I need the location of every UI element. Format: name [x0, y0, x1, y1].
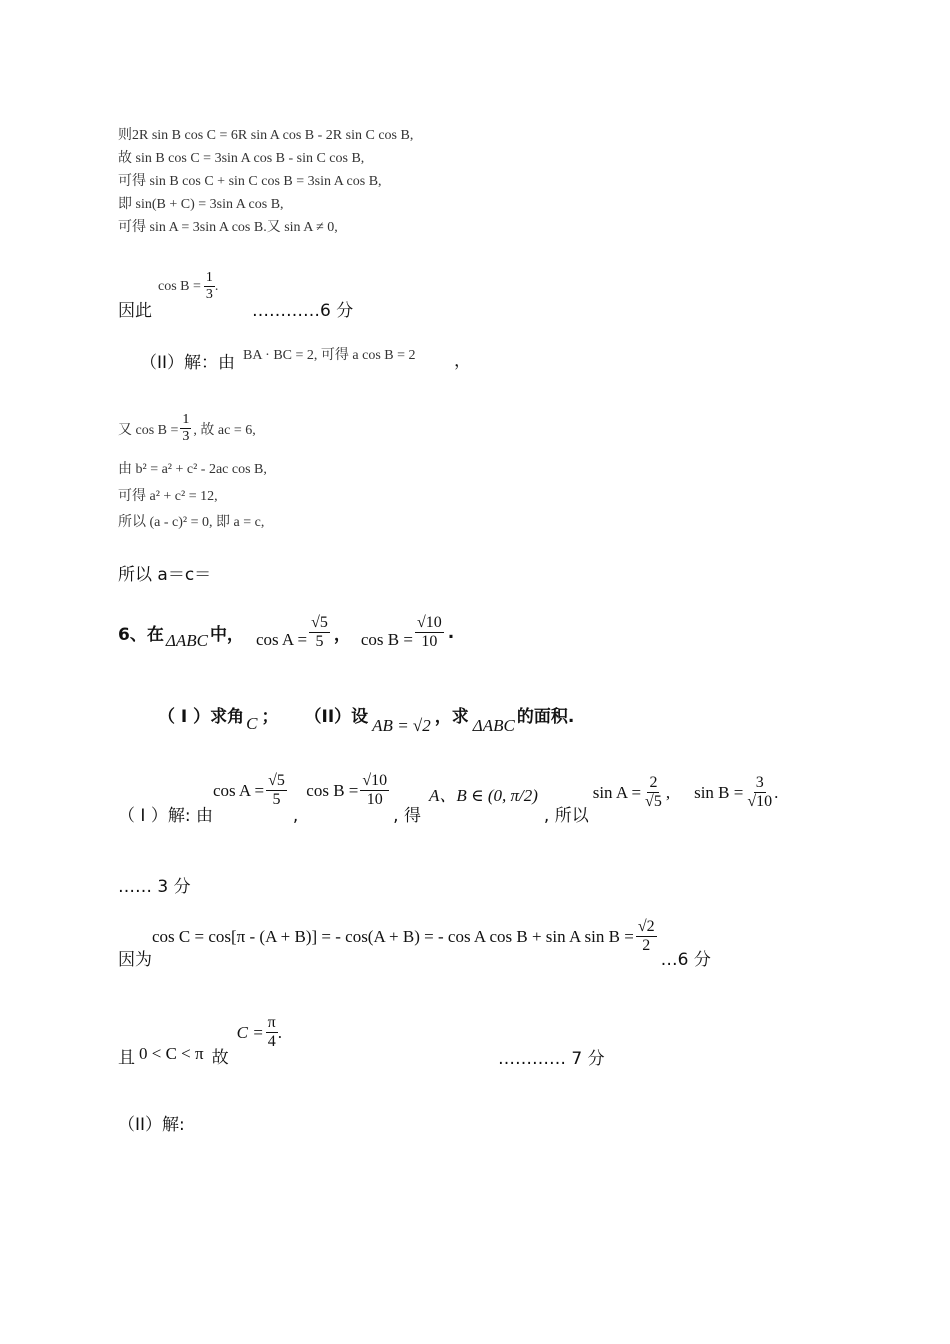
part2-label: （II）解：由	[140, 353, 236, 373]
conclusion-expr: cos B =	[158, 278, 201, 294]
q6-part2: （II）设	[304, 707, 369, 727]
q6-label: 6、在	[118, 625, 164, 646]
derivation-line-3: 可得 sin B cos C + sin C cos B = 3sin A cos B,	[118, 174, 382, 189]
q6-cosA: cos A =	[255, 629, 308, 649]
q6-cosA-num: √5	[309, 614, 330, 633]
score-3: …… 3 分	[118, 877, 191, 897]
sol1-cosA-group	[213, 772, 287, 810]
sol1-cosB-group	[306, 772, 389, 810]
sol1-c2: , 得	[393, 805, 421, 826]
sol1-sinB: sin B =	[694, 782, 744, 802]
and-label: 且	[118, 1047, 135, 1068]
sol1-sinA-den: √5	[645, 793, 662, 811]
sol1-sinA-fraction	[643, 774, 664, 812]
part2-solution-label: （II）解:	[118, 1115, 185, 1135]
because-label: 因为	[118, 949, 152, 970]
solution-1	[118, 772, 778, 826]
sol1-cosB: cos B =	[306, 780, 359, 800]
derivation-line-4: 即 sin(B + C) = 3sin A cos B,	[118, 197, 284, 212]
and-line	[118, 1014, 282, 1068]
sol1-sinA: sin A =	[592, 782, 642, 802]
q6-comma: ，求	[434, 707, 469, 727]
because-den: 2	[642, 937, 651, 955]
sol1-range: A、B ∈ (0, π/2)	[428, 785, 538, 805]
because-formula	[152, 918, 657, 956]
q6-triangle-2: ΔABC	[472, 716, 515, 735]
part2-line-1-prefix: 又 cos B =	[118, 422, 179, 438]
part2-expr: BA · BC = 2, 可得 a cos B = 2	[243, 348, 416, 363]
part2-line-2: 由 b² = a² + c² - 2ac cos B,	[118, 462, 267, 477]
and-formula	[237, 1014, 282, 1052]
q6-semi: ；	[261, 707, 279, 727]
part2-line-1-fraction	[180, 412, 191, 445]
because-expr: cos C = cos[π - (A + B)] = - cos(A + B) = - cos A cos B + sin A sin B =	[152, 926, 634, 946]
conclusion-fraction	[204, 270, 215, 303]
sol1-sinA-num: 2	[647, 774, 659, 793]
q6-angle-C: C	[246, 714, 258, 733]
sol1-sinA-group	[593, 774, 779, 812]
and-range: 0 < C < π	[139, 1043, 204, 1063]
part2-line-4: 所以 (a - c)² = 0, 即 a = c,	[118, 515, 265, 530]
q6-cosB-den: 10	[421, 633, 438, 651]
sol1-sinB-end: .	[774, 782, 779, 802]
q6-AB: AB = √2	[372, 716, 431, 735]
q6-triangle: ΔABC	[165, 630, 208, 650]
part2-line-3: 可得 a² + c² = 12,	[118, 489, 218, 504]
sol1-sinA-end: ,	[665, 782, 671, 802]
derivation-line-5: 可得 sin A = 3sin A cos B.又 sin A ≠ 0,	[118, 220, 338, 235]
because-line	[118, 918, 711, 970]
question-6	[118, 614, 454, 652]
part2-line-1-num: 1	[180, 412, 191, 429]
conclusion-prefix: 因此	[118, 301, 152, 321]
sol1-sinB-fraction	[745, 774, 774, 812]
conclusion-dot: .	[214, 278, 219, 294]
sol1-cosB-num: √10	[360, 772, 389, 791]
sol1-label: （ I ）解: 由	[118, 805, 213, 826]
conclusion-den: 3	[205, 287, 213, 303]
and-num: π	[266, 1014, 278, 1033]
part2-comma: ，	[454, 351, 471, 371]
and-dot: .	[277, 1022, 282, 1042]
sol1-cosB-fraction	[360, 772, 389, 810]
sol1-cosA: cos A =	[212, 780, 265, 800]
sol1-cosA-num: √5	[266, 772, 287, 791]
sol1-sinB-den: √10	[747, 793, 773, 811]
because-fraction	[636, 918, 657, 956]
q6-end: .	[447, 622, 455, 643]
part2-line-1-suffix: , 故 ac = 6,	[193, 422, 256, 438]
part2-line-1-den: 3	[182, 429, 190, 445]
q6-mid: 中，	[209, 625, 244, 646]
q6-sep: ，	[333, 625, 351, 646]
score-6-a: …………6 分	[252, 301, 354, 321]
part2-line-1	[118, 412, 256, 445]
q6-cosB-num: √10	[415, 614, 444, 633]
q6-part1: （ I ）求角	[158, 707, 245, 727]
q6-cosA-fraction	[309, 614, 330, 652]
sol1-cosB-den: 10	[366, 791, 383, 809]
q6-cosA-den: 5	[315, 633, 324, 651]
sol1-sinB-num: 3	[754, 774, 766, 793]
and-fraction	[266, 1014, 278, 1052]
q6-cosB-fraction	[415, 614, 444, 652]
derivation-line-1: 则2R sin B cos C = 6R sin A cos B - 2R sin C cos B,	[118, 128, 414, 143]
and-expr: C =	[236, 1022, 264, 1042]
score-7: ………… 7 分	[498, 1049, 605, 1069]
and-den: 4	[267, 1033, 276, 1051]
sol1-c1: ,	[292, 805, 299, 826]
sol1-cosA-den: 5	[272, 791, 281, 809]
so-line: 所以 a＝c＝	[118, 565, 212, 585]
q6-tail: 的面积.	[516, 707, 575, 727]
because-num: √2	[636, 918, 657, 937]
derivation-line-2: 故 sin B cos C = 3sin A cos B - sin C cos B,	[118, 151, 365, 166]
and-so: 故	[211, 1047, 229, 1068]
conclusion-num: 1	[204, 270, 215, 287]
sol1-c3: , 所以	[543, 805, 589, 826]
sol1-cosA-fraction	[266, 772, 287, 810]
score-6-b: …6 分	[660, 949, 711, 970]
q6-cosB: cos B =	[360, 629, 413, 649]
q6-subparts	[158, 702, 574, 736]
conclusion-formula	[158, 270, 218, 303]
